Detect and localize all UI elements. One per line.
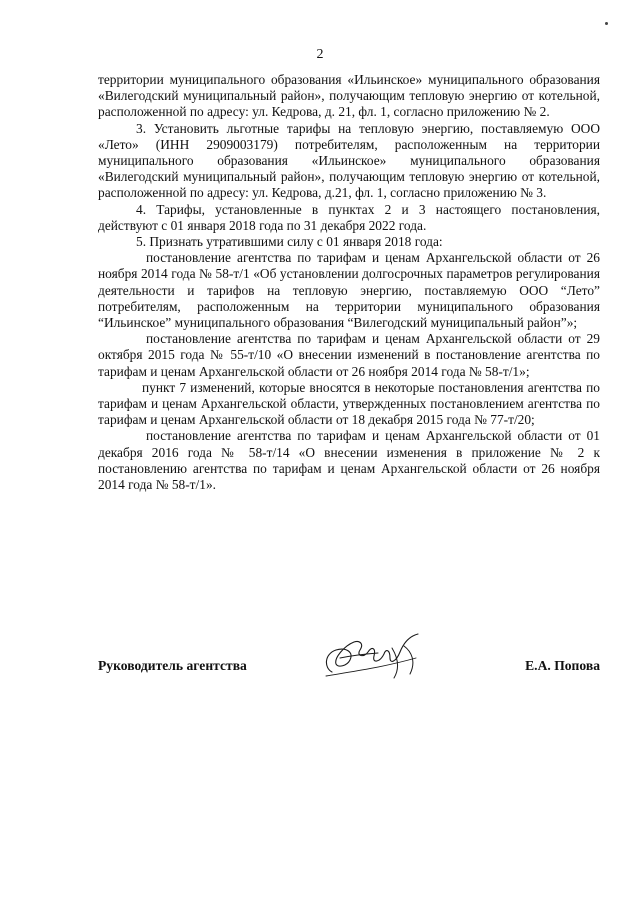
signature-block: [98, 628, 600, 688]
paragraph-continuation: территории муниципального образования «Ильинское» муниципального образования «Вилегодский муниципальный район», получающим тепловую энергию от котельной, расположенной по адресу: ул. Кедрова, д. 21, фл. 1, согласно приложению № 2.: [98, 72, 600, 120]
paragraph-item-3: 3. Установить льготные тарифы на тепловую энергию, поставляемую ООО «Лето» (ИНН 2909003179) потребителям, расположенным на территории муниципального образования «Ильинское» муниципального образования «Вилегодский муниципальный район», получающим тепловую энергию от котельной, расположенной по адресу: ул. Кедрова, д.21, фл. 1, согласно приложению № 3.: [98, 120, 600, 201]
signatory-title: Руководитель агентства: [98, 658, 247, 673]
scan-speck: [605, 22, 608, 25]
paragraph-item-5: 5. Признать утратившими силу с 01 января 2018 года:: [136, 234, 443, 250]
page-number: 2: [316, 47, 324, 62]
paragraph-item-4: 4. Тарифы, установленные в пунктах 2 и 3 настоящего постановления, действуют с 01 января 2018 года по 31 декабря 2022 года.: [98, 201, 600, 233]
signatory-name: Е.А. Попова: [525, 658, 600, 673]
paragraph-repealed-1: постановление агентства по тарифам и ценам Архангельской области от 26 ноября 2014 года № 58-т/1 «Об установлении долгосрочных параметров регулирования деятельности и тарифов на тепловую энергию, поставляемую ООО “Лето” потребителям, расположенным на территории муниципального образования “Ильинское” муниципального образования “Вилегодский муниципальный район”»;: [98, 250, 600, 331]
document-body: [98, 72, 600, 493]
paragraph-repealed-2: постановление агентства по тарифам и ценам Архангельской области от 29 октября 2015 года № 55-т/10 «О внесении изменений в постановление агентства по тарифам и ценам Архангельской области от 26 ноября 2014 года № 58-т/1»;: [98, 331, 600, 379]
paragraph-repealed-3: пункт 7 изменений, которые вносятся в некоторые постановления агентства по тарифам и ценам Архангельской области, утвержденных постановлением агентства по тарифам и ценам Архангельской области от 18 декабря 2015 года № 77-т/20;: [98, 379, 600, 428]
paragraph-repealed-4: постановление агентства по тарифам и ценам Архангельской области от 01 декабря 2016 года № 58-т/14 «О внесении изменения в приложение № 2 к постановлению агентства по тарифам и ценам Архангельской области от 26 ноября 2014 года № 58-т/1».: [98, 428, 600, 493]
handwritten-signature: [320, 628, 430, 684]
